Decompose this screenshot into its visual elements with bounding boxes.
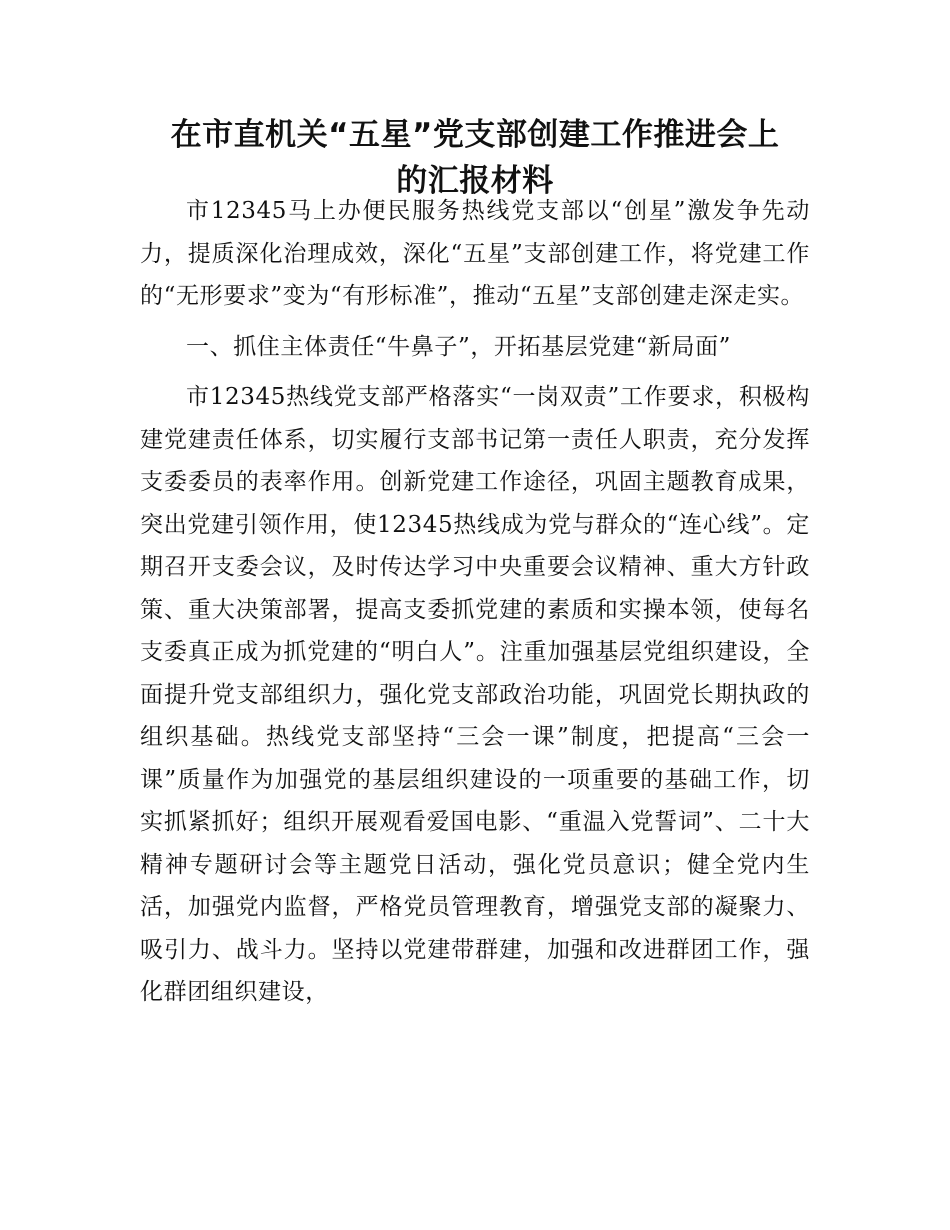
document-body bbox=[140, 190, 810, 1022]
title-line-1: 在市直机关“五星”党支部创建工作推进会上 bbox=[170, 117, 780, 153]
section-heading-1: 一、抓住主体责任“牛鼻子”，开拓基层党建“新局面” bbox=[186, 333, 732, 360]
title-line-2: 的汇报材料 bbox=[396, 163, 554, 199]
section-1-paragraph: 市12345热线党支部严格落实“一岗双责”工作要求，积极构建党建责任体系，切实履行支部书记第一责任人职责，充分发挥支委委员的表率作用。创新党建工作途径，巩固主题教育成果，突出党建引领作用，使12345热线成为党与群众的“连心线”。定期召开支委会议，及时传达学习中央重要会议精神、重大方针政策、重大决策部署，提高支委抓党建的素质和实操本领，使每名支委真正成为抓党建的“明白人”。注重加强基层党组织建设，全面提升党支部组织力，强化党支部政治功能，巩固党长期执政的组织基础。热线党支部坚持“三会一课”制度，把提高“三会一课”质量作为加强党的基层组织建设的一项重要的基础工作，切实抓紧抓好；组织开展观看爱国电影、“重温入党誓词”、二十大精神专题研讨会等主题党日活动，强化党员意识；健全党内生活，加强党内监督，严格党员管理教育，增强党支部的凝聚力、吸引力、战斗力。坚持以党建带群建，加强和改进群团工作，强化群团组织建设， bbox=[140, 384, 810, 1005]
intro-paragraph: 市12345马上办便民服务热线党支部以“创星”激发争先动力，提质深化治理成效，深化“五星”支部创建工作，将党建工作的“无形要求”变为“有形标准”，推动“五星”支部创建走深走实。 bbox=[140, 198, 810, 309]
